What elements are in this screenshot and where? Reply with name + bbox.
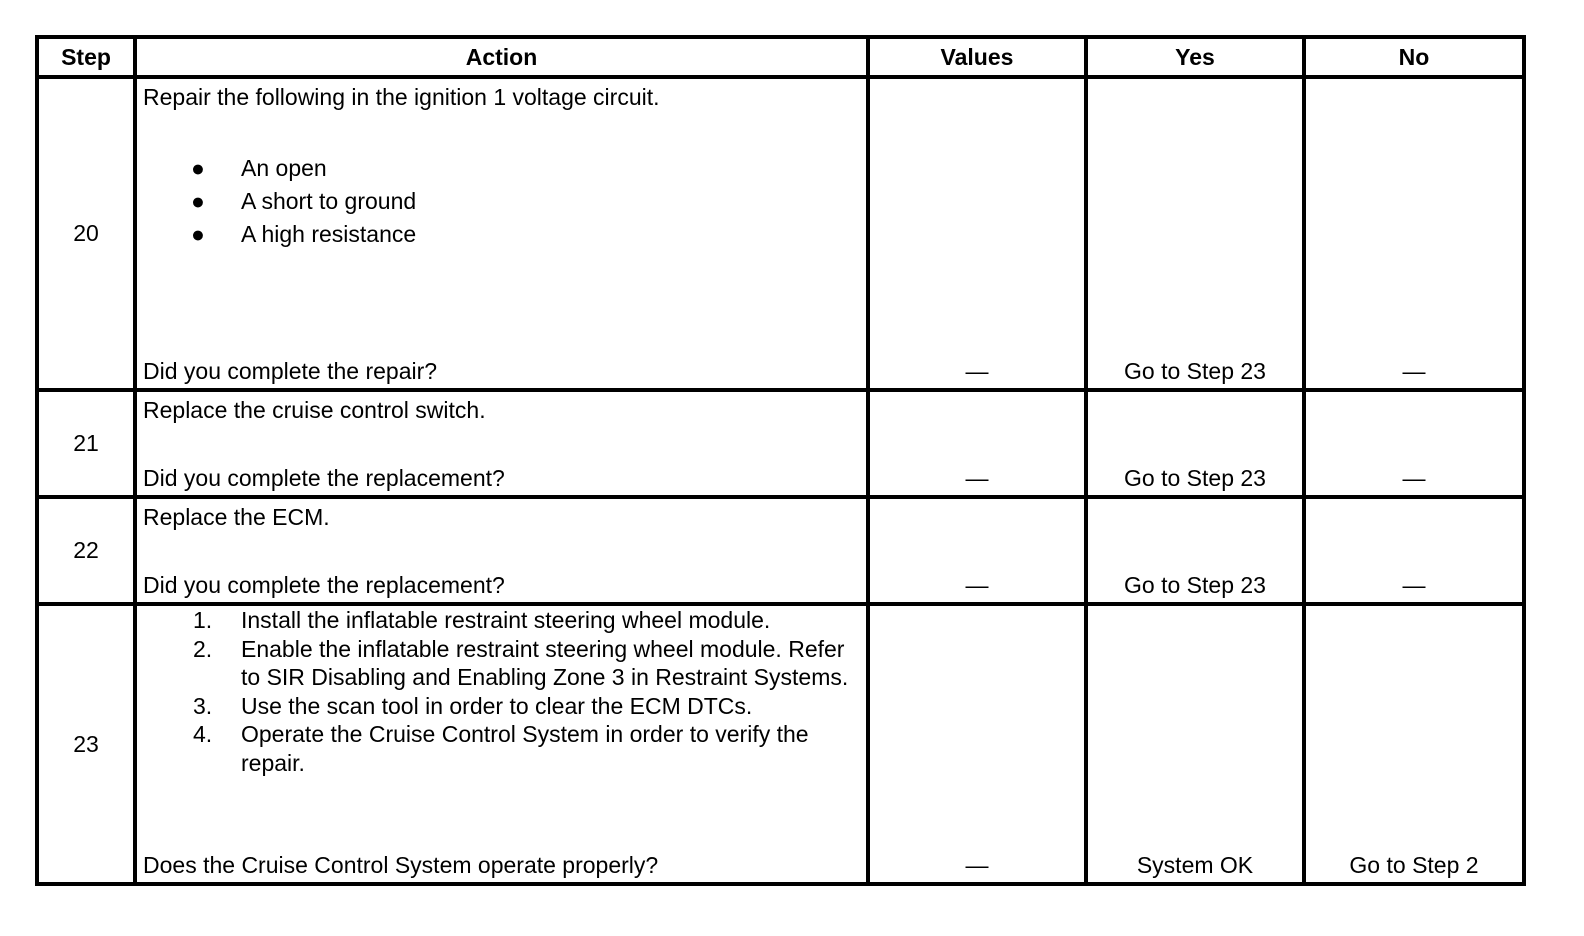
values-cell: — bbox=[868, 390, 1086, 497]
table-row bbox=[37, 604, 1524, 884]
action-cell bbox=[135, 390, 868, 497]
table-row bbox=[37, 390, 1524, 497]
bullet-icon: ● bbox=[191, 155, 205, 181]
header-action: Action bbox=[135, 37, 868, 77]
action-intro: Replace the cruise control switch. bbox=[143, 397, 486, 423]
values-cell: — bbox=[868, 604, 1086, 884]
yes-cell: Go to Step 23 bbox=[1086, 497, 1304, 604]
table-row bbox=[37, 77, 1524, 390]
action-question: Did you complete the replacement? bbox=[143, 572, 505, 598]
action-cell bbox=[135, 77, 868, 390]
diagnostic-table bbox=[35, 35, 1526, 886]
list-item: ● An open bbox=[143, 152, 858, 185]
step-number: 23 bbox=[37, 604, 135, 884]
list-item: 2. Enable the inflatable restraint steering wheel module. Refer to SIR Disabling and Enabling Zone 3 in Restraint Systems. bbox=[193, 635, 849, 691]
header-values: Values bbox=[868, 37, 1086, 77]
action-intro: Repair the following in the ignition 1 voltage circuit. bbox=[143, 84, 660, 110]
list-item: 1. Install the inflatable restraint steering wheel module. bbox=[193, 607, 771, 633]
numbered-list bbox=[143, 606, 858, 778]
header-step: Step bbox=[37, 37, 135, 77]
list-item: 3. Use the scan tool in order to clear the ECM DTCs. bbox=[193, 692, 753, 719]
bullet-list bbox=[143, 152, 858, 251]
table-row bbox=[37, 497, 1524, 604]
action-intro: Replace the ECM. bbox=[143, 504, 330, 530]
no-cell: — bbox=[1304, 77, 1524, 390]
action-question: Did you complete the replacement? bbox=[143, 465, 505, 491]
step-number: 22 bbox=[37, 497, 135, 604]
step-number: 20 bbox=[37, 77, 135, 390]
yes-cell: Go to Step 23 bbox=[1086, 77, 1304, 390]
action-cell bbox=[135, 497, 868, 604]
list-item: ● A short to ground bbox=[143, 185, 858, 218]
list-item: ● A high resistance bbox=[143, 218, 858, 251]
action-cell bbox=[135, 604, 868, 884]
yes-cell: Go to Step 23 bbox=[1086, 390, 1304, 497]
yes-cell: System OK bbox=[1086, 604, 1304, 884]
action-question: Does the Cruise Control System operate properly? bbox=[143, 852, 659, 878]
no-cell: — bbox=[1304, 497, 1524, 604]
action-question: Did you complete the repair? bbox=[143, 358, 438, 384]
step-number: 21 bbox=[37, 390, 135, 497]
list-item: 4. Operate the Cruise Control System in order to verify the repair. bbox=[193, 721, 809, 776]
header-no: No bbox=[1304, 37, 1524, 77]
no-cell: — bbox=[1304, 390, 1524, 497]
header-yes: Yes bbox=[1086, 37, 1304, 77]
header-row bbox=[37, 37, 1524, 77]
no-cell: Go to Step 2 bbox=[1304, 604, 1524, 884]
values-cell: — bbox=[868, 77, 1086, 390]
bullet-icon: ● bbox=[191, 221, 205, 247]
values-cell: — bbox=[868, 497, 1086, 604]
bullet-icon: ● bbox=[191, 188, 205, 214]
